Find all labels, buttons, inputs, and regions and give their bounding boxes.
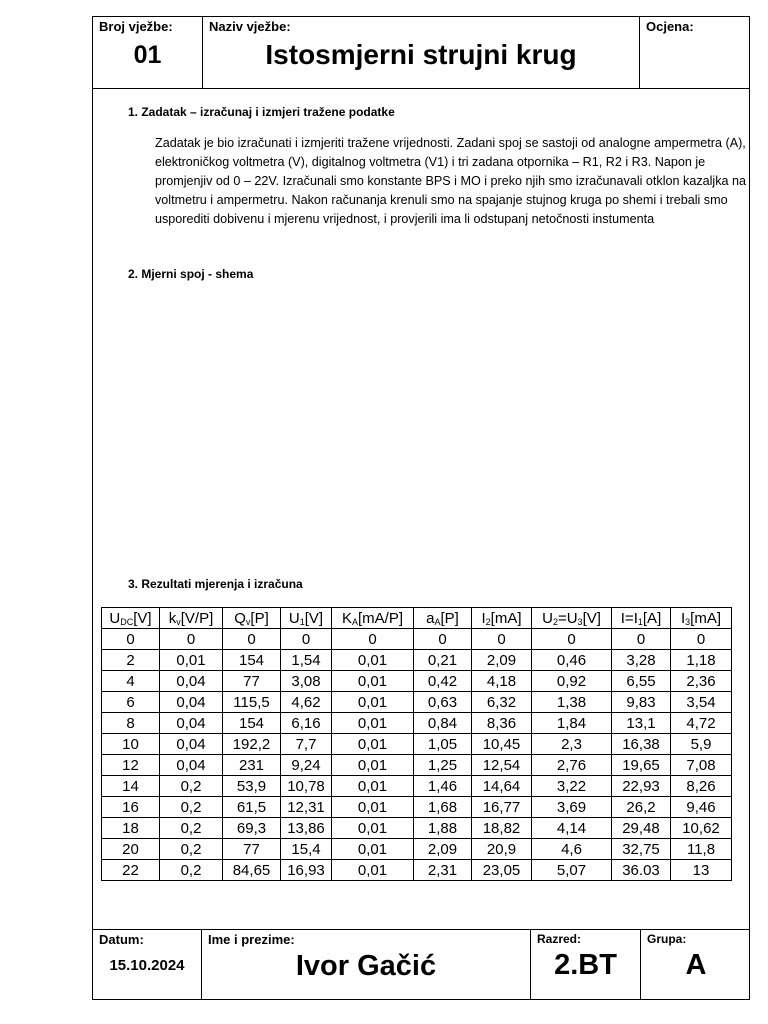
- table-cell: 0,92: [532, 671, 612, 692]
- table-body: [102, 629, 732, 881]
- name-label: Ime i prezime:: [208, 932, 295, 947]
- table-cell: 0: [332, 629, 414, 650]
- table-cell: 77: [223, 671, 281, 692]
- table-cell: 16: [102, 797, 160, 818]
- table-cell: 1,38: [532, 692, 612, 713]
- table-cell: 1,68: [414, 797, 472, 818]
- group-label: Grupa:: [647, 932, 687, 946]
- table-cell: 0,01: [332, 839, 414, 860]
- report-sheet: [92, 16, 750, 1000]
- header-row: [93, 17, 749, 89]
- table-cell: 0,2: [160, 797, 223, 818]
- table-cell: 61,5: [223, 797, 281, 818]
- column-header-part: 2: [552, 616, 558, 627]
- table-cell: 0: [223, 629, 281, 650]
- column-header-part: 1: [299, 616, 305, 627]
- table-cell: 4,72: [671, 713, 732, 734]
- column-header-part: A: [434, 616, 441, 627]
- table-cell: 2: [102, 650, 160, 671]
- table-cell: 12,31: [281, 797, 332, 818]
- table-cell: 6,16: [281, 713, 332, 734]
- table-cell: 0: [414, 629, 472, 650]
- column-header-part: DC: [120, 616, 134, 627]
- table-cell: 14,64: [472, 776, 532, 797]
- table-cell: 29,48: [612, 818, 671, 839]
- table-row: [102, 713, 732, 734]
- table-cell: 13,1: [612, 713, 671, 734]
- column-header-part: 2: [485, 616, 491, 627]
- table-cell: 0,84: [414, 713, 472, 734]
- column-header-part: [V]: [304, 609, 324, 627]
- section-3-title: 3. Rezultati mjerenja i izračuna: [128, 577, 303, 591]
- table-cell: 0,21: [414, 650, 472, 671]
- column-header: [223, 608, 281, 629]
- table-cell: 69,3: [223, 818, 281, 839]
- column-header-part: [V]: [582, 609, 601, 627]
- table-cell: 23,05: [472, 860, 532, 881]
- column-header-part: Q: [234, 609, 246, 627]
- table-cell: 0,01: [332, 818, 414, 839]
- table-row: [102, 629, 732, 650]
- table-cell: 0,42: [414, 671, 472, 692]
- table-cell: 18: [102, 818, 160, 839]
- column-header-part: U: [288, 609, 300, 627]
- section-1-title: 1. Zadatak – izračunaj i izmjeri tražene podatke: [128, 105, 395, 119]
- table-cell: 0,01: [332, 755, 414, 776]
- table-cell: 3,54: [671, 692, 732, 713]
- table-cell: 154: [223, 713, 281, 734]
- table-cell: 0,63: [414, 692, 472, 713]
- table-cell: 5,9: [671, 734, 732, 755]
- table-cell: 0: [160, 629, 223, 650]
- grade-label: Ocjena:: [646, 19, 694, 34]
- table-cell: 0,2: [160, 818, 223, 839]
- table-cell: 3,08: [281, 671, 332, 692]
- column-header-part: a: [426, 609, 435, 627]
- table-cell: 20: [102, 839, 160, 860]
- table-cell: 0,04: [160, 755, 223, 776]
- class-cell: [531, 930, 641, 999]
- table-cell: 15,4: [281, 839, 332, 860]
- table-cell: 0: [671, 629, 732, 650]
- table-cell: 2,3: [532, 734, 612, 755]
- table-cell: 1,05: [414, 734, 472, 755]
- table-cell: 16,93: [281, 860, 332, 881]
- table-cell: 3,69: [532, 797, 612, 818]
- column-header: [160, 608, 223, 629]
- circuit-diagram-area: [128, 292, 718, 572]
- table-header-row: [102, 608, 732, 629]
- exercise-number-label: Broj vježbe:: [99, 19, 173, 34]
- section-1-text: Zadatak je bio izračunati i izmjeriti tražene vrijednosti. Zadani spoj se sastoji od analogne ampermetra (A), elektroničkog voltmetra (V), digitalnog voltmetra (V1) i tri zadana otpornika – R1, R2 i R3. Napon je promjenjiv od 0 – 22V. Izračunali smo konstante BPS i MO i preko njih smo izračunavali otklon kazaljka na voltmetru i ampermetru. Nakon računanja krenuli smo na spajanje stujnog kruga po shemi i trebali smo usporediti dobivenu i mjerenu vrijednost, i provjerili ima li odstupanj netočnosti instumenta: [155, 136, 747, 226]
- table-row: [102, 776, 732, 797]
- table-cell: 4,18: [472, 671, 532, 692]
- column-header: [414, 608, 472, 629]
- table-cell: 36.03: [612, 860, 671, 881]
- table-cell: 4: [102, 671, 160, 692]
- column-header-part: [P]: [250, 609, 269, 627]
- column-header-part: =U: [557, 609, 578, 627]
- table-cell: 32,75: [612, 839, 671, 860]
- table-cell: 0: [102, 629, 160, 650]
- table-cell: 9,83: [612, 692, 671, 713]
- group-value: A: [685, 949, 707, 981]
- table-cell: 4,14: [532, 818, 612, 839]
- table-cell: 84,65: [223, 860, 281, 881]
- table-cell: 0,01: [332, 860, 414, 881]
- table-cell: 192,2: [223, 734, 281, 755]
- group-cell: [641, 930, 751, 999]
- table-cell: 14: [102, 776, 160, 797]
- table-cell: 0,01: [332, 776, 414, 797]
- class-value: 2.BT: [554, 949, 617, 981]
- column-header-part: [mA]: [690, 609, 722, 627]
- table-row: [102, 755, 732, 776]
- results-table: [101, 607, 732, 881]
- table-cell: 1,25: [414, 755, 472, 776]
- column-header: [281, 608, 332, 629]
- table-cell: 2,36: [671, 671, 732, 692]
- column-header-part: 1: [637, 616, 643, 627]
- class-label: Razred:: [537, 932, 582, 946]
- table-cell: 10: [102, 734, 160, 755]
- table-cell: 4,6: [532, 839, 612, 860]
- table-cell: 12: [102, 755, 160, 776]
- table-cell: 0,01: [332, 650, 414, 671]
- column-header-part: I: [481, 609, 486, 627]
- column-header-part: v: [245, 616, 251, 627]
- footer-row: [93, 929, 749, 999]
- column-header-part: I=I: [620, 609, 638, 627]
- table-cell: 7,08: [671, 755, 732, 776]
- column-header-part: [mA/P]: [358, 609, 404, 627]
- column-header: [102, 608, 160, 629]
- table-cell: 12,54: [472, 755, 532, 776]
- table-cell: 0,01: [332, 692, 414, 713]
- table-cell: 13: [671, 860, 732, 881]
- column-header-part: U: [542, 609, 553, 627]
- date-label: Datum:: [99, 932, 144, 947]
- column-header-part: [P]: [440, 609, 459, 627]
- table-cell: 154: [223, 650, 281, 671]
- table-cell: 0,01: [332, 797, 414, 818]
- table-cell: 22: [102, 860, 160, 881]
- table-cell: 0,46: [532, 650, 612, 671]
- table-cell: 0: [612, 629, 671, 650]
- table-row: [102, 650, 732, 671]
- table-cell: 0,2: [160, 776, 223, 797]
- table-row: [102, 839, 732, 860]
- table-cell: 16,77: [472, 797, 532, 818]
- table-cell: 0,04: [160, 692, 223, 713]
- table-cell: 2,09: [414, 839, 472, 860]
- column-header-part: U: [109, 609, 121, 627]
- table-cell: 8,26: [671, 776, 732, 797]
- table-cell: 0,04: [160, 671, 223, 692]
- column-header-part: [mA]: [490, 609, 522, 627]
- column-header-part: k: [168, 609, 177, 627]
- column-header-part: [V]: [133, 609, 152, 627]
- table-row: [102, 860, 732, 881]
- table-cell: 11,8: [671, 839, 732, 860]
- table-row: [102, 818, 732, 839]
- table-cell: 0,04: [160, 734, 223, 755]
- exercise-name-cell: [203, 17, 640, 88]
- section-2-title: 2. Mjerni spoj - shema: [128, 267, 254, 281]
- table-cell: 3,28: [612, 650, 671, 671]
- name-cell: [202, 930, 531, 999]
- exercise-name-value: Istosmjerni strujni krug: [265, 39, 577, 70]
- table-cell: 6,55: [612, 671, 671, 692]
- table-cell: 7,7: [281, 734, 332, 755]
- table-cell: 0: [281, 629, 332, 650]
- column-header: [612, 608, 671, 629]
- column-header-part: [A]: [642, 609, 662, 627]
- table-cell: 0,04: [160, 713, 223, 734]
- date-cell: [93, 930, 202, 999]
- table-cell: 0,01: [332, 671, 414, 692]
- table-cell: 231: [223, 755, 281, 776]
- table-cell: 9,24: [281, 755, 332, 776]
- table-cell: 0,2: [160, 860, 223, 881]
- column-header: [332, 608, 414, 629]
- table-cell: 1,46: [414, 776, 472, 797]
- table-cell: 16,38: [612, 734, 671, 755]
- table-cell: 3,22: [532, 776, 612, 797]
- table-cell: 0,01: [332, 713, 414, 734]
- table-cell: 6: [102, 692, 160, 713]
- table-cell: 0,01: [332, 734, 414, 755]
- column-header-part: K: [341, 609, 352, 627]
- grade-cell: [640, 17, 751, 88]
- column-header-part: [V/P]: [180, 609, 214, 627]
- table-cell: 19,65: [612, 755, 671, 776]
- table-cell: 26,2: [612, 797, 671, 818]
- table-row: [102, 797, 732, 818]
- table-cell: 5,07: [532, 860, 612, 881]
- exercise-number-cell: [93, 17, 203, 88]
- column-header-part: I: [680, 609, 686, 627]
- table-cell: 115,5: [223, 692, 281, 713]
- table-cell: 10,62: [671, 818, 732, 839]
- table-cell: 8,36: [472, 713, 532, 734]
- table-row: [102, 734, 732, 755]
- table-cell: 2,76: [532, 755, 612, 776]
- table-cell: 18,82: [472, 818, 532, 839]
- table-cell: 1,18: [671, 650, 732, 671]
- table-cell: 1,54: [281, 650, 332, 671]
- table-cell: 0,2: [160, 839, 223, 860]
- table-cell: 13,86: [281, 818, 332, 839]
- column-header: [671, 608, 732, 629]
- table-cell: 2,31: [414, 860, 472, 881]
- table-cell: 4,62: [281, 692, 332, 713]
- exercise-name-label: Naziv vježbe:: [209, 19, 291, 34]
- table-cell: 9,46: [671, 797, 732, 818]
- name-value: Ivor Gačić: [295, 950, 437, 982]
- table-cell: 10,45: [472, 734, 532, 755]
- column-header: [532, 608, 612, 629]
- column-header-part: 3: [685, 616, 691, 627]
- table-cell: 77: [223, 839, 281, 860]
- exercise-number-value: 01: [133, 41, 162, 69]
- table-cell: 1,88: [414, 818, 472, 839]
- table-cell: 22,93: [612, 776, 671, 797]
- table-cell: 20,9: [472, 839, 532, 860]
- date-value: 15.10.2024: [109, 957, 185, 974]
- table-cell: 10,78: [281, 776, 332, 797]
- table-cell: 0,01: [160, 650, 223, 671]
- table-cell: 0: [532, 629, 612, 650]
- table-row: [102, 671, 732, 692]
- table-cell: 53,9: [223, 776, 281, 797]
- column-header-part: v: [176, 616, 181, 627]
- table-row: [102, 692, 732, 713]
- column-header-part: 3: [577, 616, 583, 627]
- table-cell: 1,84: [532, 713, 612, 734]
- column-header-part: A: [351, 616, 358, 627]
- table-cell: 2,09: [472, 650, 532, 671]
- column-header: [472, 608, 532, 629]
- table-cell: 6,32: [472, 692, 532, 713]
- table-cell: 0: [472, 629, 532, 650]
- table-cell: 8: [102, 713, 160, 734]
